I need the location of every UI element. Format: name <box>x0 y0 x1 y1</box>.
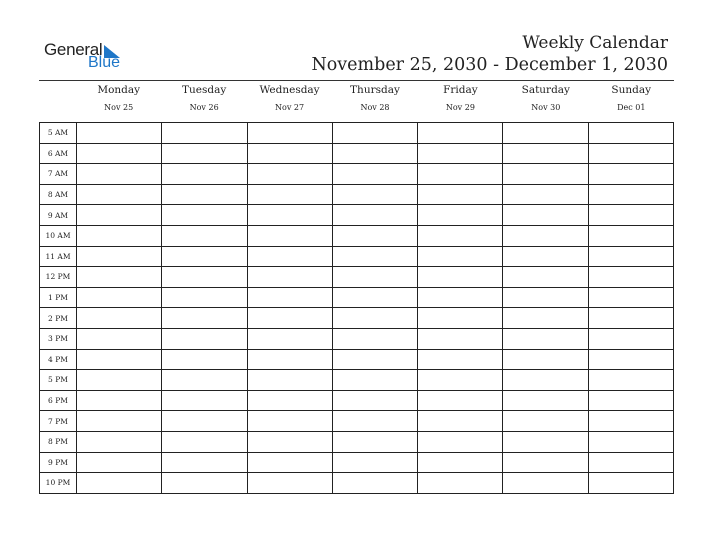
hour-label: 6 AM <box>40 143 77 164</box>
hour-label: 8 PM <box>40 431 77 452</box>
hour-row <box>40 123 674 144</box>
time-slot-cell[interactable] <box>332 452 417 473</box>
time-slot-cell[interactable] <box>588 411 673 432</box>
day-header <box>332 82 417 120</box>
logo-text-blue: Blue <box>88 54 121 71</box>
hour-row <box>40 390 674 411</box>
time-slot-cell[interactable] <box>77 123 162 144</box>
time-slot-cell[interactable] <box>332 390 417 411</box>
hour-label: 10 PM <box>40 473 77 494</box>
hour-row <box>40 349 674 370</box>
day-date: Nov 29 <box>445 103 475 112</box>
time-slot-cell[interactable] <box>162 246 247 267</box>
time-slot-cell[interactable] <box>588 370 673 391</box>
time-slot-cell[interactable] <box>247 411 332 432</box>
time-slot-cell[interactable] <box>77 370 162 391</box>
time-slot-cell[interactable] <box>588 287 673 308</box>
time-slot-cell[interactable] <box>162 308 247 329</box>
hour-label: 9 PM <box>40 452 77 473</box>
hour-row <box>40 370 674 391</box>
time-slot-cell[interactable] <box>418 349 503 370</box>
time-slot-cell[interactable] <box>247 308 332 329</box>
time-slot-cell[interactable] <box>503 287 588 308</box>
hour-label: 12 PM <box>40 267 77 288</box>
time-slot-cell[interactable] <box>162 164 247 185</box>
time-slot-cell[interactable] <box>588 267 673 288</box>
day-date: Nov 26 <box>189 103 219 112</box>
time-slot-cell[interactable] <box>332 164 417 185</box>
time-slot-cell[interactable] <box>503 328 588 349</box>
hour-label: 9 AM <box>40 205 77 226</box>
time-slot-cell[interactable] <box>162 328 247 349</box>
time-slot-cell[interactable] <box>588 452 673 473</box>
day-name: Wednesday <box>259 84 320 96</box>
day-header <box>247 82 332 120</box>
day-name: Saturday <box>521 84 570 96</box>
time-slot-cell[interactable] <box>247 267 332 288</box>
date-range: November 25, 2030 - December 1, 2030 <box>311 55 668 75</box>
time-slot-cell[interactable] <box>332 184 417 205</box>
time-slot-cell[interactable] <box>503 308 588 329</box>
time-slot-cell[interactable] <box>77 164 162 185</box>
time-slot-cell[interactable] <box>332 205 417 226</box>
time-slot-cell[interactable] <box>418 225 503 246</box>
day-header <box>161 82 246 120</box>
time-slot-cell[interactable] <box>77 246 162 267</box>
time-slot-cell[interactable] <box>332 411 417 432</box>
time-slot-cell[interactable] <box>418 411 503 432</box>
time-slot-cell[interactable] <box>588 143 673 164</box>
day-header <box>418 82 503 120</box>
hour-row <box>40 267 674 288</box>
time-slot-cell[interactable] <box>162 205 247 226</box>
hour-label: 10 AM <box>40 225 77 246</box>
time-slot-cell[interactable] <box>247 184 332 205</box>
time-slot-cell[interactable] <box>77 205 162 226</box>
time-slot-cell[interactable] <box>503 452 588 473</box>
time-slot-cell[interactable] <box>418 328 503 349</box>
day-date: Dec 01 <box>617 103 646 112</box>
time-slot-cell[interactable] <box>247 370 332 391</box>
day-name: Monday <box>97 84 141 96</box>
time-slot-cell[interactable] <box>332 143 417 164</box>
calendar-grid <box>39 122 674 494</box>
time-slot-cell[interactable] <box>418 370 503 391</box>
time-slot-cell[interactable] <box>162 225 247 246</box>
time-slot-cell[interactable] <box>418 205 503 226</box>
time-slot-cell[interactable] <box>332 328 417 349</box>
time-slot-cell[interactable] <box>503 164 588 185</box>
hour-row <box>40 431 674 452</box>
day-date: Nov 28 <box>360 103 390 112</box>
time-slot-cell[interactable] <box>247 473 332 494</box>
time-slot-cell[interactable] <box>77 184 162 205</box>
time-slot-cell[interactable] <box>247 349 332 370</box>
time-slot-cell[interactable] <box>332 123 417 144</box>
time-slot-cell[interactable] <box>503 184 588 205</box>
time-slot-cell[interactable] <box>332 370 417 391</box>
time-slot-cell[interactable] <box>247 225 332 246</box>
time-slot-cell[interactable] <box>247 123 332 144</box>
time-slot-cell[interactable] <box>418 431 503 452</box>
time-slot-cell[interactable] <box>162 473 247 494</box>
hour-row <box>40 143 674 164</box>
hour-row <box>40 205 674 226</box>
time-slot-cell[interactable] <box>77 473 162 494</box>
time-slot-cell[interactable] <box>77 411 162 432</box>
time-slot-cell[interactable] <box>247 246 332 267</box>
time-slot-cell[interactable] <box>77 225 162 246</box>
hour-label: 6 PM <box>40 390 77 411</box>
time-slot-cell[interactable] <box>418 246 503 267</box>
time-slot-cell[interactable] <box>503 143 588 164</box>
time-slot-cell[interactable] <box>332 473 417 494</box>
hour-label: 4 PM <box>40 349 77 370</box>
time-slot-cell[interactable] <box>77 349 162 370</box>
time-slot-cell[interactable] <box>588 431 673 452</box>
time-slot-cell[interactable] <box>332 225 417 246</box>
hour-row <box>40 184 674 205</box>
hour-row <box>40 452 674 473</box>
time-slot-cell[interactable] <box>588 390 673 411</box>
time-slot-cell[interactable] <box>77 452 162 473</box>
time-slot-cell[interactable] <box>503 431 588 452</box>
time-slot-cell[interactable] <box>418 287 503 308</box>
time-slot-cell[interactable] <box>162 452 247 473</box>
time-slot-cell[interactable] <box>503 205 588 226</box>
time-slot-cell[interactable] <box>247 164 332 185</box>
hour-label: 2 PM <box>40 308 77 329</box>
day-date: Nov 25 <box>104 103 134 112</box>
time-slot-cell[interactable] <box>162 390 247 411</box>
hour-row <box>40 411 674 432</box>
hour-label: 7 AM <box>40 164 77 185</box>
time-slot-cell[interactable] <box>77 328 162 349</box>
time-slot-cell[interactable] <box>418 267 503 288</box>
time-slot-cell[interactable] <box>503 225 588 246</box>
time-slot-cell[interactable] <box>247 431 332 452</box>
time-slot-cell[interactable] <box>418 452 503 473</box>
time-slot-cell[interactable] <box>162 370 247 391</box>
hour-row <box>40 328 674 349</box>
time-slot-cell[interactable] <box>77 143 162 164</box>
hour-label: 7 PM <box>40 411 77 432</box>
time-slot-cell[interactable] <box>588 205 673 226</box>
day-date: Nov 27 <box>275 103 305 112</box>
time-slot-cell[interactable] <box>503 349 588 370</box>
time-slot-cell[interactable] <box>588 123 673 144</box>
logo <box>44 40 134 74</box>
time-slot-cell[interactable] <box>503 267 588 288</box>
time-slot-cell[interactable] <box>503 390 588 411</box>
time-slot-cell[interactable] <box>77 287 162 308</box>
hour-row <box>40 246 674 267</box>
hour-row <box>40 287 674 308</box>
hour-label: 5 AM <box>40 123 77 144</box>
time-slot-cell[interactable] <box>588 308 673 329</box>
time-slot-cell[interactable] <box>247 143 332 164</box>
hour-row <box>40 225 674 246</box>
day-date: Nov 30 <box>531 103 561 112</box>
time-slot-cell[interactable] <box>332 349 417 370</box>
time-slot-cell[interactable] <box>77 308 162 329</box>
time-slot-cell[interactable] <box>247 287 332 308</box>
time-slot-cell[interactable] <box>418 164 503 185</box>
hour-row <box>40 308 674 329</box>
day-name: Sunday <box>611 84 652 96</box>
time-slot-cell[interactable] <box>162 123 247 144</box>
time-slot-cell[interactable] <box>332 267 417 288</box>
time-slot-cell[interactable] <box>332 308 417 329</box>
time-slot-cell[interactable] <box>162 349 247 370</box>
time-slot-cell[interactable] <box>588 246 673 267</box>
time-slot-cell[interactable] <box>503 411 588 432</box>
time-slot-cell[interactable] <box>588 225 673 246</box>
day-header <box>503 82 588 120</box>
time-slot-cell[interactable] <box>588 328 673 349</box>
time-slot-cell[interactable] <box>418 308 503 329</box>
hour-row <box>40 164 674 185</box>
time-slot-cell[interactable] <box>418 123 503 144</box>
time-slot-cell[interactable] <box>162 143 247 164</box>
time-slot-cell[interactable] <box>503 370 588 391</box>
time-slot-cell[interactable] <box>418 473 503 494</box>
time-slot-cell[interactable] <box>588 164 673 185</box>
time-slot-cell[interactable] <box>503 123 588 144</box>
time-slot-cell[interactable] <box>332 287 417 308</box>
time-slot-cell[interactable] <box>77 267 162 288</box>
hour-label: 5 PM <box>40 370 77 391</box>
time-slot-cell[interactable] <box>588 349 673 370</box>
time-slot-cell[interactable] <box>77 390 162 411</box>
day-name: Friday <box>443 84 478 96</box>
time-slot-cell[interactable] <box>332 246 417 267</box>
time-slot-cell[interactable] <box>247 452 332 473</box>
time-slot-cell[interactable] <box>247 328 332 349</box>
day-header <box>76 82 161 120</box>
time-slot-cell[interactable] <box>162 411 247 432</box>
time-slot-cell[interactable] <box>162 287 247 308</box>
day-name: Tuesday <box>181 84 227 96</box>
logo-text-general: General <box>44 40 103 59</box>
hour-label: 8 AM <box>40 184 77 205</box>
hour-row <box>40 473 674 494</box>
time-slot-cell[interactable] <box>503 246 588 267</box>
hour-label: 11 AM <box>40 246 77 267</box>
time-slot-cell[interactable] <box>418 143 503 164</box>
hour-label: 3 PM <box>40 328 77 349</box>
time-slot-cell[interactable] <box>162 267 247 288</box>
time-slot-cell[interactable] <box>247 205 332 226</box>
time-slot-cell[interactable] <box>503 473 588 494</box>
page-title: Weekly Calendar <box>522 33 668 53</box>
time-slot-cell[interactable] <box>588 473 673 494</box>
hour-label: 1 PM <box>40 287 77 308</box>
day-header <box>589 82 674 120</box>
day-name: Thursday <box>350 84 400 96</box>
day-header-row <box>76 82 674 120</box>
header-divider <box>39 80 674 81</box>
time-slot-cell[interactable] <box>162 431 247 452</box>
time-slot-cell[interactable] <box>162 184 247 205</box>
time-slot-cell[interactable] <box>332 431 417 452</box>
time-slot-cell[interactable] <box>247 390 332 411</box>
time-slot-cell[interactable] <box>588 184 673 205</box>
time-slot-cell[interactable] <box>418 390 503 411</box>
time-slot-cell[interactable] <box>77 431 162 452</box>
time-slot-cell[interactable] <box>418 184 503 205</box>
